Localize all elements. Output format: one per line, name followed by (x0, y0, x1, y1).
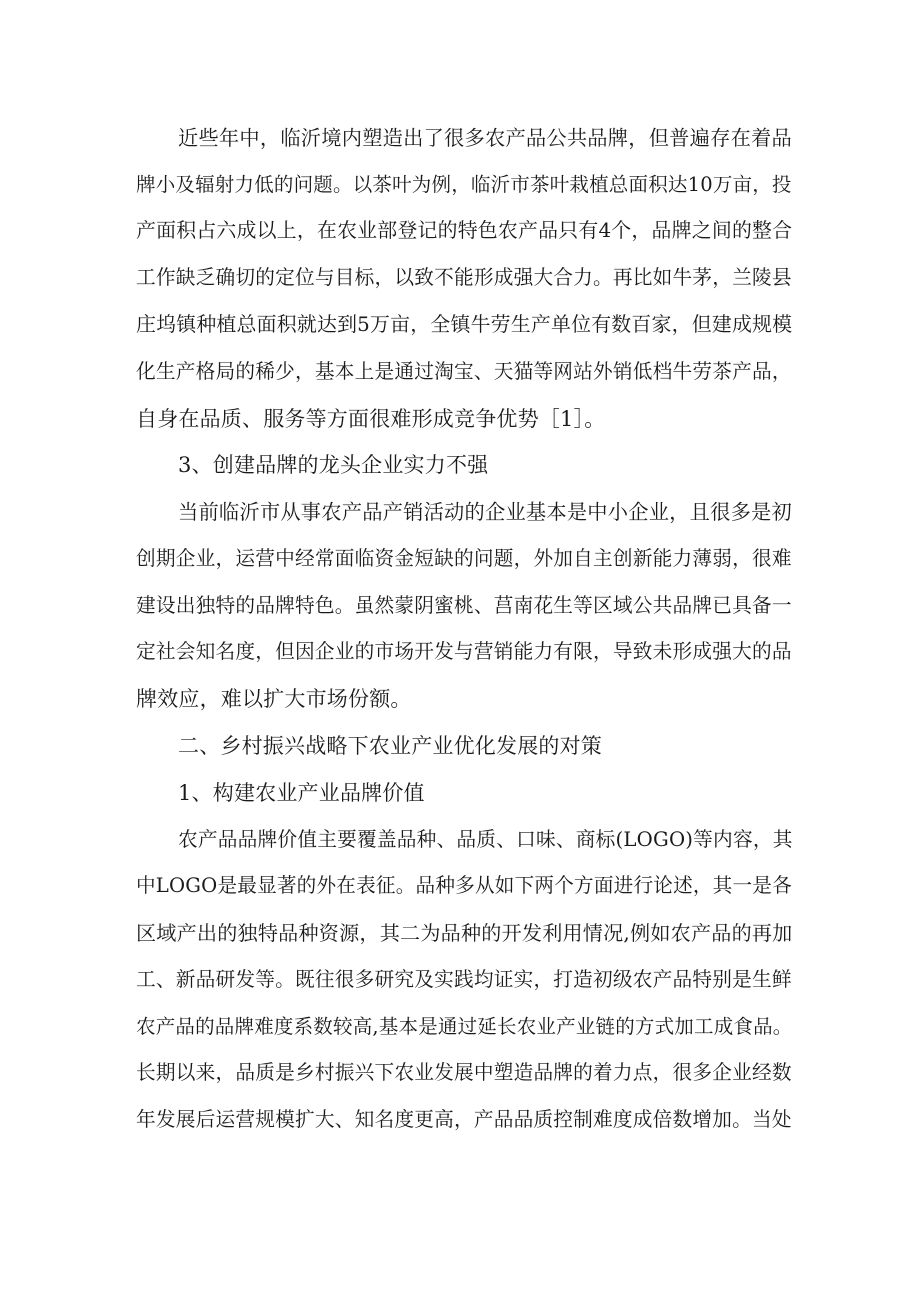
text-line: 中LOGO是最显著的外在表征。品种多从如下两个方面进行论述，其一是各 (136, 874, 792, 897)
text-line: 区域产出的独特品种资源，其二为品种的开发利用情况,例如农产品的再加 (136, 921, 793, 945)
text-line: 化生产格局的稀少，基本上是通过淘宝、天猫等网站外销低档牛劳茶产品， (136, 360, 792, 383)
text-line: 工作缺乏确切的定位与目标，以致不能形成强大合力。再比如牛茅，兰陵县 (136, 266, 792, 289)
text-line: 自身在品质、服务等方面很难形成竞争优势［1］。 (136, 407, 606, 431)
text-line: 创期企业，运营中经常面临资金短缺的问题，外加自主创新能力薄弱，很难 (136, 547, 792, 570)
text-line: 产面积占六成以上，在农业部登记的特色农产品只有4个，品牌之间的整合 (136, 219, 793, 242)
text-line: 牌小及辐射力低的问题。以茶叶为例，临沂市茶叶栽植总面积达10万亩，投 (136, 173, 792, 196)
text-line: 建设出独特的品牌特色。虽然蒙阴蜜桃、莒南花生等区域公共品牌已具备一 (136, 594, 792, 617)
text-line: 农产品的品牌难度系数较高,基本是通过延长农业产业链的方式加工成食品。 (136, 1015, 793, 1038)
section-heading: 3、创建品牌的龙头企业实力不强 (178, 453, 489, 477)
text-line: 工、新品研发等。既往很多研究及实践均证实，打造初级农产品特别是生鲜 (136, 968, 792, 991)
section-heading: 二、乡村振兴战略下农业产业优化发展的对策 (178, 734, 602, 758)
text-line: 近些年中，临沂境内塑造出了很多农产品公共品牌，但普遍存在着品 (178, 126, 792, 150)
text-line: 牌效应，难以扩大市场份额。 (136, 687, 412, 711)
text-line: 农产品品牌价值主要覆盖品种、品质、口味、商标(LOGO)等内容，其 (178, 828, 793, 851)
text-line: 当前临沂市从事农产品产销活动的企业基本是中小企业，且很多是初 (178, 500, 792, 524)
section-heading: 1、构建农业产业品牌价值 (178, 781, 425, 805)
text-line: 长期以来，品质是乡村振兴下农业发展中塑造品牌的着力点，很多企业经数 (136, 1061, 792, 1084)
text-line: 年发展后运营规模扩大、知名度更高，产品品质控制难度成倍数增加。当处 (136, 1108, 792, 1131)
text-line: 庄坞镇种植总面积就达到5万亩，全镇牛劳生产单位有数百家，但建成规模 (136, 313, 793, 336)
text-line: 定社会知名度，但因企业的市场开发与营销能力有限，导致未形成强大的品 (136, 640, 792, 663)
